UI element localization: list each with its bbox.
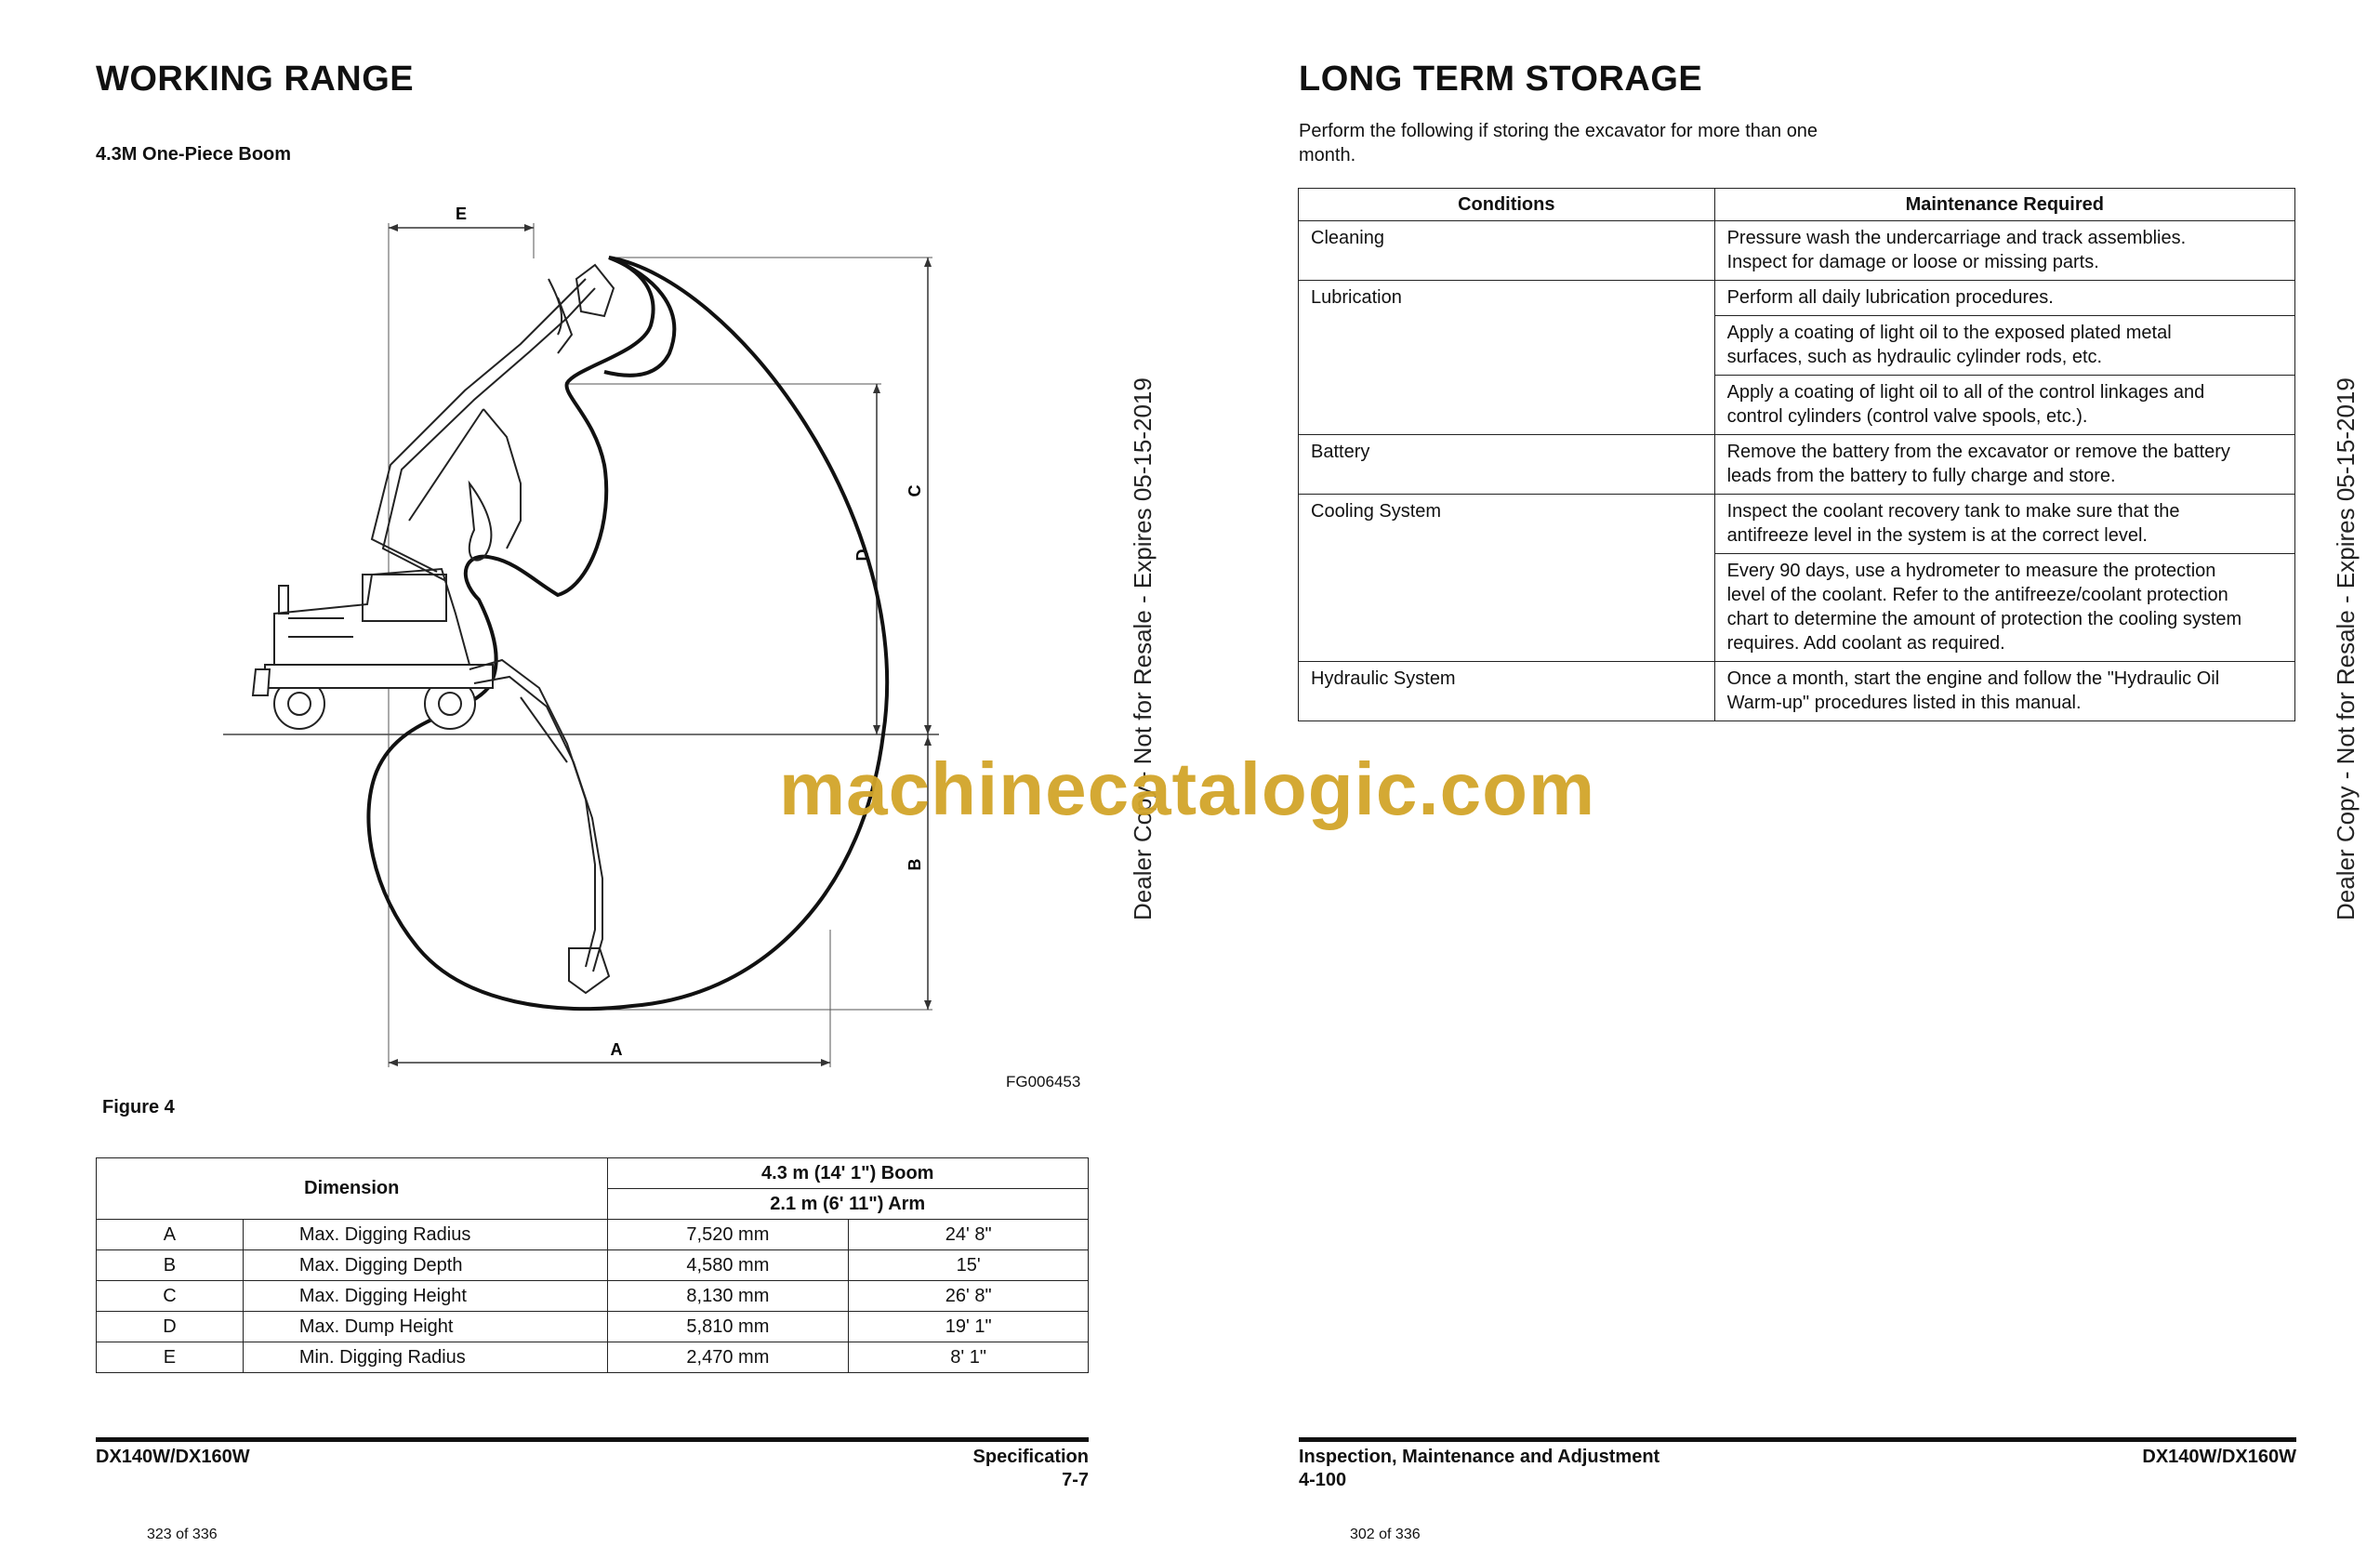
maintenance-line: leads from the battery to fully charge and store. [1726, 466, 2116, 486]
conditions-header: Conditions [1299, 189, 1715, 221]
maintenance-line: Warm-up" procedures listed in this manual. [1726, 693, 2082, 713]
dimension-label-cell: Max. Digging Radius [243, 1220, 607, 1250]
boom-header: 4.3 m (14' 1") Boom [607, 1158, 1088, 1189]
dimension-imperial-cell: 19' 1" [849, 1312, 1089, 1342]
dimension-label-cell: Max. Digging Depth [243, 1250, 607, 1281]
dimension-metric-cell: 8,130 mm [607, 1281, 849, 1312]
page-count-left: 323 of 336 [147, 1527, 218, 1542]
dimension-code-cell: A [97, 1220, 244, 1250]
footer-page-left: 7-7 [1062, 1470, 1089, 1490]
table-row [97, 1250, 1089, 1281]
table-row [97, 1220, 1089, 1250]
maintenance-line: Pressure wash the undercarriage and track assemblies. [1726, 228, 2187, 248]
dimension-code-cell: D [97, 1312, 244, 1342]
footer-model-right: DX140W/DX160W [2142, 1447, 2296, 1467]
maintenance-line: Remove the battery from the excavator or remove the battery [1726, 442, 2230, 462]
working-range-diagram [0, 0, 1116, 1097]
maintenance-line: Inspect the coolant recovery tank to make sure that the [1726, 501, 2180, 522]
table-row [97, 1281, 1089, 1312]
footer-page-right: 4-100 [1299, 1470, 1347, 1490]
maintenance-line: surfaces, such as hydraulic cylinder rods, etc. [1726, 347, 2103, 367]
dimension-c-label: C [906, 484, 924, 497]
dimension-metric-cell: 7,520 mm [607, 1220, 849, 1250]
maintenance-cell [1714, 495, 2294, 554]
dimension-code-cell: B [97, 1250, 244, 1281]
dealer-copy-watermark-right: Dealer Copy - Not for Resale - Expires 05-15-2019 [2332, 377, 2360, 920]
dimension-imperial-cell: 8' 1" [849, 1342, 1089, 1373]
condition-cell: Battery [1299, 435, 1715, 495]
maintenance-cell [1714, 435, 2294, 495]
maintenance-header: Maintenance Required [1714, 189, 2294, 221]
table-row [1299, 495, 2295, 554]
maintenance-line: control cylinders (control valve spools, etc.). [1726, 406, 2088, 427]
dimension-e-label: E [455, 205, 468, 223]
table-row [1299, 662, 2295, 721]
dimension-b-label: B [906, 858, 924, 871]
maintenance-line: chart to determine the amount of protection the cooling system [1726, 609, 2242, 629]
dimension-label-cell: Min. Digging Radius [243, 1342, 607, 1373]
figure-code: FG006453 [1006, 1073, 1081, 1091]
maintenance-line: Inspect for damage or loose or missing parts. [1726, 252, 2099, 272]
maintenance-line: Apply a coating of light oil to all of the control linkages and [1726, 382, 2205, 403]
maintenance-cell [1714, 376, 2294, 435]
dimension-code-cell: C [97, 1281, 244, 1312]
dealer-copy-watermark-left: Dealer Copy - Not for Resale - Expires 05-15-2019 [1129, 377, 1157, 920]
footer-section-left: Specification [972, 1447, 1089, 1467]
figure-caption: Figure 4 [102, 1097, 175, 1117]
maintenance-cell [1714, 662, 2294, 721]
dimension-label-cell: Max. Digging Height [243, 1281, 607, 1312]
storage-table [1298, 188, 2295, 721]
arm-header: 2.1 m (6' 11") Arm [607, 1189, 1088, 1220]
intro-paragraph: Perform the following if storing the excavator for more than one month. [1299, 121, 1818, 165]
dimension-imperial-cell: 15' [849, 1250, 1089, 1281]
condition-cell: Cleaning [1299, 221, 1715, 281]
condition-cell: Hydraulic System [1299, 662, 1715, 721]
dimension-imperial-cell: 24' 8" [849, 1220, 1089, 1250]
dimension-label-cell: Max. Dump Height [243, 1312, 607, 1342]
maintenance-line: antifreeze level in the system is at the correct level. [1726, 525, 2148, 546]
table-row [1299, 221, 2295, 281]
footer-model-left: DX140W/DX160W [96, 1447, 250, 1467]
maintenance-line: requires. Add coolant as required. [1726, 633, 2005, 654]
maintenance-cell [1714, 554, 2294, 662]
boom-subtitle: 4.3M One-Piece Boom [96, 144, 292, 165]
condition-cell: Cooling System [1299, 495, 1715, 662]
dimension-code-cell: E [97, 1342, 244, 1373]
footer-rule-left [96, 1437, 1089, 1442]
dimension-d-label: D [853, 549, 872, 562]
dimension-table [96, 1157, 1089, 1373]
table-row [1299, 435, 2295, 495]
maintenance-line: Perform all daily lubrication procedures. [1726, 287, 2054, 308]
table-row [97, 1342, 1089, 1373]
maintenance-line: Apply a coating of light oil to the exposed plated metal [1726, 323, 2172, 343]
maintenance-line: Every 90 days, use a hydrometer to measure the protection [1726, 561, 2216, 581]
table-row [97, 1312, 1089, 1342]
page-title-long-term-storage: LONG TERM STORAGE [1299, 59, 1703, 99]
condition-cell: Lubrication [1299, 281, 1715, 435]
dimension-a-label: A [610, 1040, 623, 1059]
maintenance-cell [1714, 316, 2294, 376]
page-count-right: 302 of 336 [1350, 1527, 1421, 1542]
excavator-illustration [253, 265, 614, 993]
site-watermark: machinecatalogic.com [779, 747, 1596, 830]
dimension-imperial-cell: 26' 8" [849, 1281, 1089, 1312]
maintenance-cell [1714, 281, 2294, 316]
dimension-metric-cell: 4,580 mm [607, 1250, 849, 1281]
dimension-metric-cell: 5,810 mm [607, 1312, 849, 1342]
footer-section-right: Inspection, Maintenance and Adjustment [1299, 1447, 1660, 1467]
footer-rule-right [1299, 1437, 2296, 1442]
maintenance-line: level of the coolant. Refer to the antifreeze/coolant protection [1726, 585, 2228, 605]
dimension-header: Dimension [97, 1158, 608, 1220]
dimension-metric-cell: 2,470 mm [607, 1342, 849, 1373]
maintenance-cell [1714, 221, 2294, 281]
table-row [1299, 281, 2295, 316]
maintenance-line: Once a month, start the engine and follow the "Hydraulic Oil [1726, 668, 2220, 689]
page-title-working-range: WORKING RANGE [96, 59, 415, 99]
